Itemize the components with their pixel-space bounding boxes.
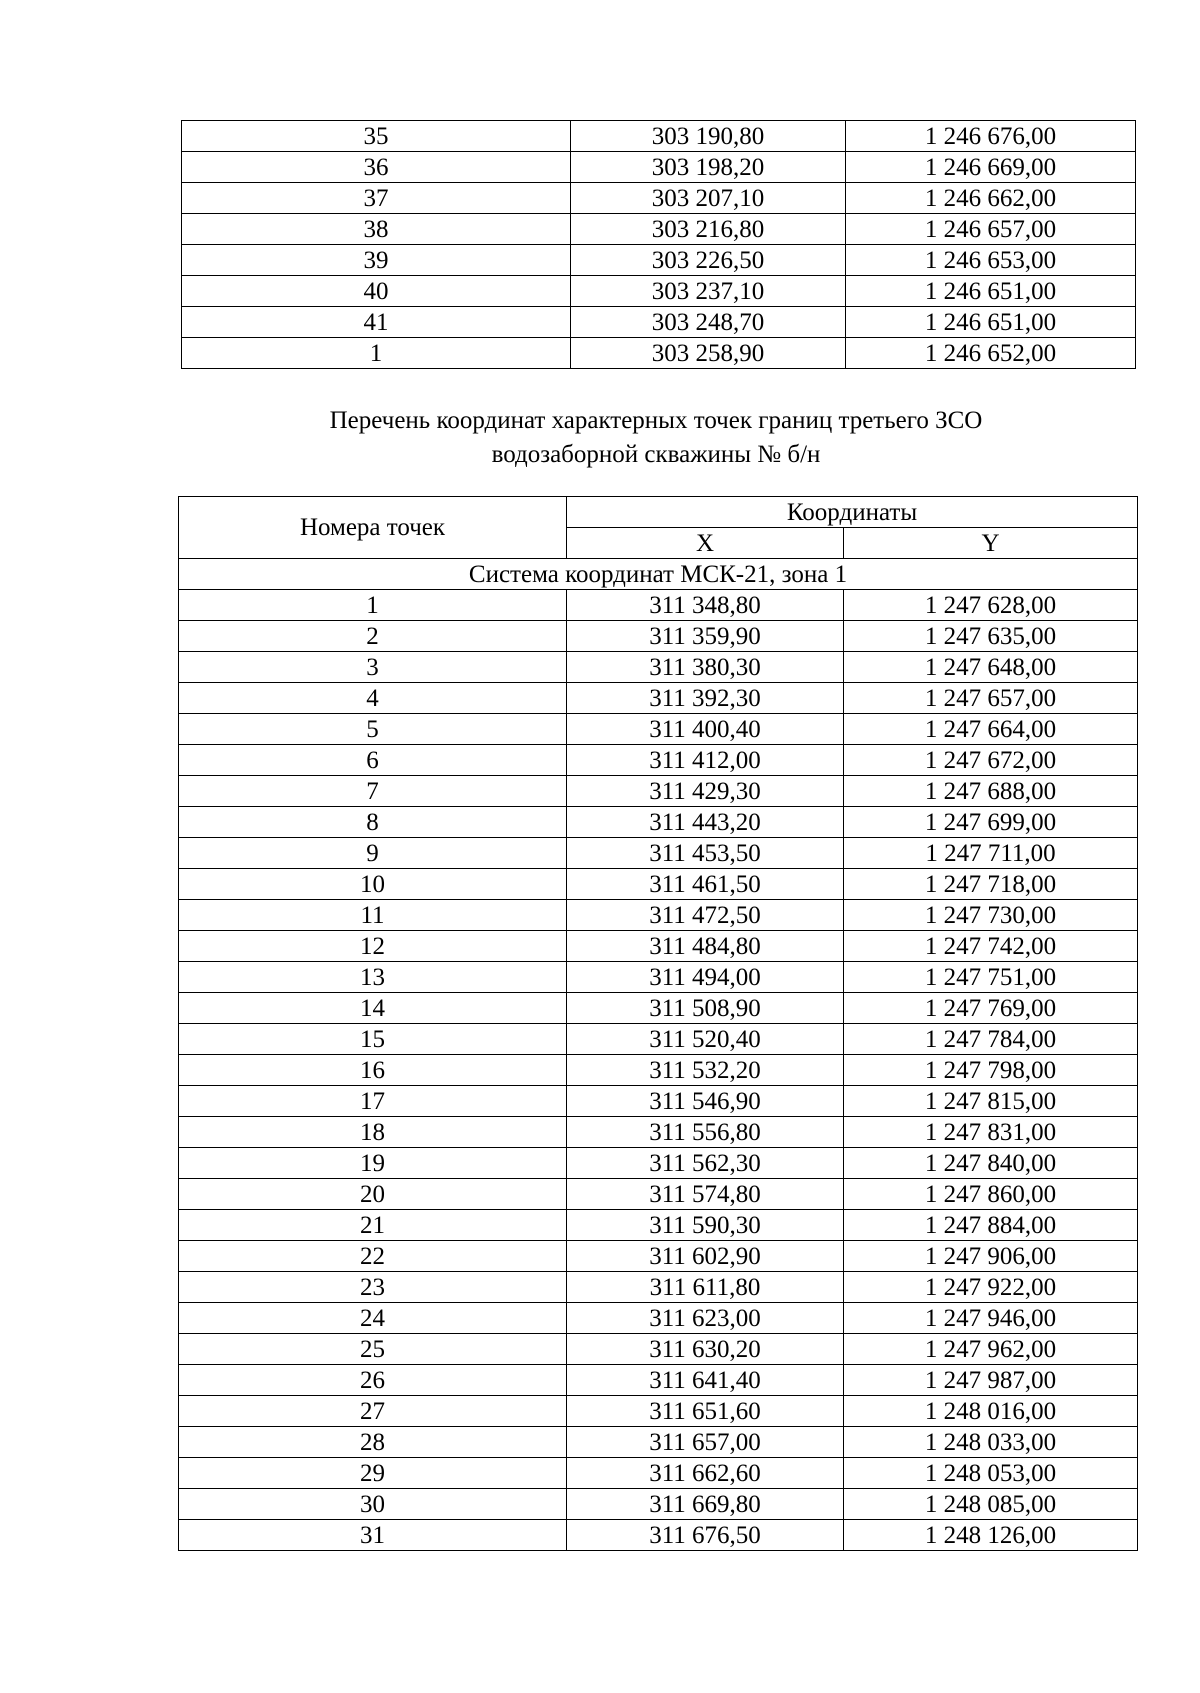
table-row <box>179 931 1138 962</box>
coordinates-table <box>178 496 1138 1551</box>
y-coordinate-cell: 1 248 126,00 <box>844 1520 1138 1551</box>
x-coordinate-cell: 311 359,90 <box>567 621 844 652</box>
point-number-cell: 28 <box>179 1427 567 1458</box>
x-coordinate-cell: 303 237,10 <box>571 276 846 307</box>
y-coordinate-cell: 1 246 651,00 <box>846 307 1136 338</box>
header-point-numbers: Номера точек <box>179 497 567 559</box>
x-coordinate-cell: 311 676,50 <box>567 1520 844 1551</box>
table-row <box>179 1458 1138 1489</box>
y-coordinate-cell: 1 246 651,00 <box>846 276 1136 307</box>
y-coordinate-cell: 1 247 742,00 <box>844 931 1138 962</box>
caption-line-1: Перечень координат характерных точек границ третьего ЗСО <box>329 407 983 434</box>
point-number-cell: 35 <box>182 121 571 152</box>
x-coordinate-cell: 311 590,30 <box>567 1210 844 1241</box>
point-number-cell: 8 <box>179 807 567 838</box>
point-number-cell: 14 <box>179 993 567 1024</box>
point-number-cell: 40 <box>182 276 571 307</box>
point-number-cell: 41 <box>182 307 571 338</box>
y-coordinate-cell: 1 247 860,00 <box>844 1179 1138 1210</box>
point-number-cell: 36 <box>182 152 571 183</box>
table-row <box>179 1117 1138 1148</box>
table-row <box>179 962 1138 993</box>
y-coordinate-cell: 1 247 906,00 <box>844 1241 1138 1272</box>
point-number-cell: 11 <box>179 900 567 931</box>
y-coordinate-cell: 1 247 751,00 <box>844 962 1138 993</box>
y-coordinate-cell: 1 248 053,00 <box>844 1458 1138 1489</box>
x-coordinate-cell: 311 611,80 <box>567 1272 844 1303</box>
x-coordinate-cell: 311 641,40 <box>567 1365 844 1396</box>
x-coordinate-cell: 311 556,80 <box>567 1117 844 1148</box>
x-coordinate-cell: 311 623,00 <box>567 1303 844 1334</box>
table1-body <box>182 121 1136 369</box>
table-row <box>182 338 1136 369</box>
x-coordinate-cell: 303 258,90 <box>571 338 846 369</box>
point-number-cell: 3 <box>179 652 567 683</box>
y-coordinate-cell: 1 247 884,00 <box>844 1210 1138 1241</box>
x-coordinate-cell: 311 574,80 <box>567 1179 844 1210</box>
y-coordinate-cell: 1 247 784,00 <box>844 1024 1138 1055</box>
point-number-cell: 9 <box>179 838 567 869</box>
x-coordinate-cell: 303 198,20 <box>571 152 846 183</box>
point-number-cell: 31 <box>179 1520 567 1551</box>
caption-line-2: водозаборной скважины № б/н <box>491 441 821 468</box>
table-row <box>179 745 1138 776</box>
point-number-cell: 37 <box>182 183 571 214</box>
x-coordinate-cell: 311 412,00 <box>567 745 844 776</box>
y-coordinate-cell: 1 246 669,00 <box>846 152 1136 183</box>
y-coordinate-cell: 1 247 718,00 <box>844 869 1138 900</box>
coordinate-system-row: Система координат МСК-21, зона 1 <box>179 559 1138 590</box>
table-row <box>179 1179 1138 1210</box>
table-row <box>179 1272 1138 1303</box>
y-coordinate-cell: 1 247 798,00 <box>844 1055 1138 1086</box>
table-row <box>179 838 1138 869</box>
point-number-cell: 26 <box>179 1365 567 1396</box>
point-number-cell: 18 <box>179 1117 567 1148</box>
y-coordinate-cell: 1 247 699,00 <box>844 807 1138 838</box>
x-coordinate-cell: 311 669,80 <box>567 1489 844 1520</box>
table-row <box>179 807 1138 838</box>
y-coordinate-cell: 1 248 085,00 <box>844 1489 1138 1520</box>
x-coordinate-cell: 311 562,30 <box>567 1148 844 1179</box>
y-coordinate-cell: 1 248 016,00 <box>844 1396 1138 1427</box>
y-coordinate-cell: 1 247 946,00 <box>844 1303 1138 1334</box>
x-coordinate-cell: 311 348,80 <box>567 590 844 621</box>
table-row <box>179 1210 1138 1241</box>
point-number-cell: 16 <box>179 1055 567 1086</box>
x-coordinate-cell: 311 494,00 <box>567 962 844 993</box>
point-number-cell: 38 <box>182 214 571 245</box>
y-coordinate-cell: 1 247 688,00 <box>844 776 1138 807</box>
point-number-cell: 29 <box>179 1458 567 1489</box>
table-row <box>179 1365 1138 1396</box>
table-row <box>182 183 1136 214</box>
x-coordinate-cell: 311 532,20 <box>567 1055 844 1086</box>
y-coordinate-cell: 1 247 987,00 <box>844 1365 1138 1396</box>
point-number-cell: 15 <box>179 1024 567 1055</box>
point-number-cell: 2 <box>179 621 567 652</box>
table-row <box>182 307 1136 338</box>
x-coordinate-cell: 311 657,00 <box>567 1427 844 1458</box>
point-number-cell: 25 <box>179 1334 567 1365</box>
x-coordinate-cell: 311 400,40 <box>567 714 844 745</box>
x-coordinate-cell: 311 380,30 <box>567 652 844 683</box>
point-number-cell: 39 <box>182 245 571 276</box>
table-row <box>179 993 1138 1024</box>
point-number-cell: 19 <box>179 1148 567 1179</box>
x-coordinate-cell: 311 484,80 <box>567 931 844 962</box>
point-number-cell: 5 <box>179 714 567 745</box>
x-coordinate-cell: 311 453,50 <box>567 838 844 869</box>
y-coordinate-cell: 1 247 962,00 <box>844 1334 1138 1365</box>
table-row <box>179 900 1138 931</box>
y-coordinate-cell: 1 247 672,00 <box>844 745 1138 776</box>
table-row <box>182 276 1136 307</box>
x-coordinate-cell: 311 662,60 <box>567 1458 844 1489</box>
table-header <box>179 497 1138 590</box>
point-number-cell: 22 <box>179 1241 567 1272</box>
x-coordinate-cell: 303 207,10 <box>571 183 846 214</box>
point-number-cell: 20 <box>179 1179 567 1210</box>
y-coordinate-cell: 1 246 653,00 <box>846 245 1136 276</box>
table-row <box>179 1241 1138 1272</box>
table2-body <box>179 590 1138 1551</box>
y-coordinate-cell: 1 247 831,00 <box>844 1117 1138 1148</box>
x-coordinate-cell: 311 392,30 <box>567 683 844 714</box>
y-coordinate-cell: 1 247 840,00 <box>844 1148 1138 1179</box>
table-row <box>179 776 1138 807</box>
table-row <box>179 652 1138 683</box>
table-row <box>179 1396 1138 1427</box>
y-coordinate-cell: 1 248 033,00 <box>844 1427 1138 1458</box>
x-coordinate-cell: 311 520,40 <box>567 1024 844 1055</box>
x-coordinate-cell: 311 546,90 <box>567 1086 844 1117</box>
table-row <box>179 590 1138 621</box>
section-caption <box>0 404 1200 472</box>
table-row <box>179 1489 1138 1520</box>
table-row <box>179 869 1138 900</box>
x-coordinate-cell: 303 216,80 <box>571 214 846 245</box>
table-row <box>179 1303 1138 1334</box>
table-row <box>179 621 1138 652</box>
y-coordinate-cell: 1 246 657,00 <box>846 214 1136 245</box>
point-number-cell: 7 <box>179 776 567 807</box>
table-row <box>179 714 1138 745</box>
y-coordinate-cell: 1 246 652,00 <box>846 338 1136 369</box>
point-number-cell: 4 <box>179 683 567 714</box>
table-row <box>179 683 1138 714</box>
point-number-cell: 27 <box>179 1396 567 1427</box>
table-row <box>179 1427 1138 1458</box>
table-row <box>182 245 1136 276</box>
coordinates-table-continuation <box>181 120 1136 369</box>
point-number-cell: 1 <box>182 338 571 369</box>
header-coordinates: Координаты <box>567 497 1138 528</box>
y-coordinate-cell: 1 246 662,00 <box>846 183 1136 214</box>
x-coordinate-cell: 303 226,50 <box>571 245 846 276</box>
x-coordinate-cell: 311 508,90 <box>567 993 844 1024</box>
point-number-cell: 1 <box>179 590 567 621</box>
point-number-cell: 6 <box>179 745 567 776</box>
table-row <box>179 1148 1138 1179</box>
y-coordinate-cell: 1 247 664,00 <box>844 714 1138 745</box>
header-x: X <box>567 528 844 559</box>
x-coordinate-cell: 303 190,80 <box>571 121 846 152</box>
x-coordinate-cell: 303 248,70 <box>571 307 846 338</box>
y-coordinate-cell: 1 247 711,00 <box>844 838 1138 869</box>
y-coordinate-cell: 1 247 635,00 <box>844 621 1138 652</box>
point-number-cell: 12 <box>179 931 567 962</box>
table-row <box>179 1520 1138 1551</box>
point-number-cell: 13 <box>179 962 567 993</box>
x-coordinate-cell: 311 651,60 <box>567 1396 844 1427</box>
point-number-cell: 30 <box>179 1489 567 1520</box>
table-row <box>179 1086 1138 1117</box>
point-number-cell: 21 <box>179 1210 567 1241</box>
point-number-cell: 10 <box>179 869 567 900</box>
y-coordinate-cell: 1 247 648,00 <box>844 652 1138 683</box>
x-coordinate-cell: 311 443,20 <box>567 807 844 838</box>
table-row <box>179 1055 1138 1086</box>
y-coordinate-cell: 1 247 922,00 <box>844 1272 1138 1303</box>
y-coordinate-cell: 1 247 769,00 <box>844 993 1138 1024</box>
x-coordinate-cell: 311 472,50 <box>567 900 844 931</box>
table-row <box>179 1024 1138 1055</box>
x-coordinate-cell: 311 630,20 <box>567 1334 844 1365</box>
x-coordinate-cell: 311 602,90 <box>567 1241 844 1272</box>
y-coordinate-cell: 1 247 730,00 <box>844 900 1138 931</box>
y-coordinate-cell: 1 246 676,00 <box>846 121 1136 152</box>
point-number-cell: 17 <box>179 1086 567 1117</box>
table-row <box>179 1334 1138 1365</box>
table-row <box>182 214 1136 245</box>
y-coordinate-cell: 1 247 628,00 <box>844 590 1138 621</box>
point-number-cell: 24 <box>179 1303 567 1334</box>
point-number-cell: 23 <box>179 1272 567 1303</box>
header-y: Y <box>844 528 1138 559</box>
table-row <box>182 121 1136 152</box>
x-coordinate-cell: 311 461,50 <box>567 869 844 900</box>
y-coordinate-cell: 1 247 815,00 <box>844 1086 1138 1117</box>
table-row <box>182 152 1136 183</box>
y-coordinate-cell: 1 247 657,00 <box>844 683 1138 714</box>
x-coordinate-cell: 311 429,30 <box>567 776 844 807</box>
